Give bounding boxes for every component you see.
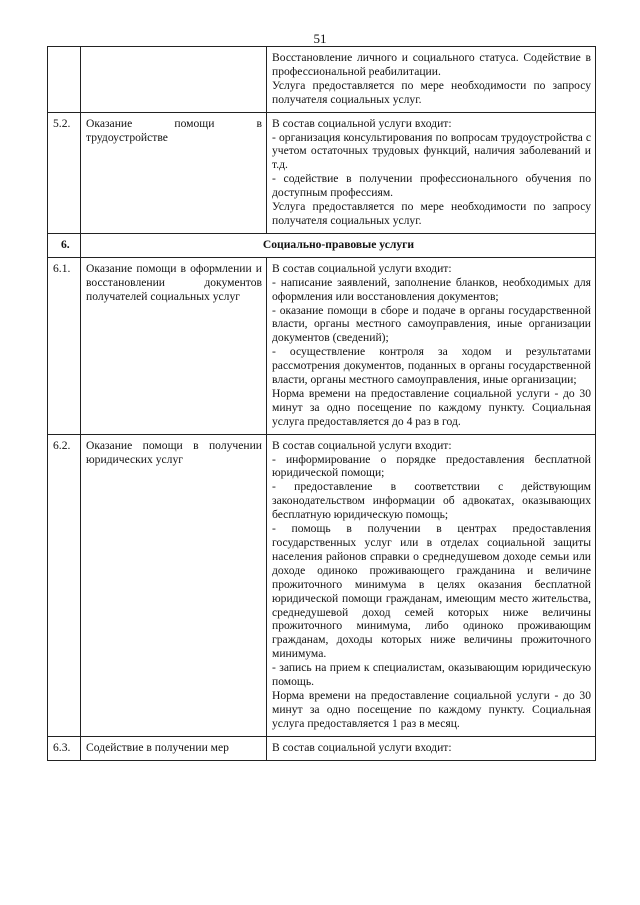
content-line: Услуга предоставляется по мере необходимости по запросу получателя социальных услуг.: [272, 200, 591, 227]
section-number: 6.: [48, 233, 81, 257]
content-line: Норма времени на предоставление социальной услуги - до 30 минут за одно посещение по каждому пункту. Социальная услуга предоставляется 1 раз в месяц.: [272, 688, 591, 730]
content-line: Норма времени на предоставление социальной услуги - до 30 минут за одно посещение по каждому пункту. Социальная услуга предоставляется до 4 раз в год.: [272, 386, 591, 428]
section-title: Социально-правовые услуги: [81, 233, 596, 257]
row-number: [48, 47, 81, 113]
service-content: [267, 736, 596, 760]
content-line: - организация консультирования по вопросам трудоустройства с учетом остаточных трудовых функций, наличия заболеваний и т.д.: [272, 130, 591, 172]
row-number: 6.3.: [48, 736, 81, 760]
table-row: [48, 112, 596, 233]
services-table: [47, 46, 596, 761]
section-row: [48, 233, 596, 257]
service-name: Оказание помощи в трудоустройстве: [81, 112, 267, 233]
service-name: Оказание помощи в получении юридических услуг: [81, 434, 267, 736]
content-line: В состав социальной услуги входит:: [272, 740, 452, 754]
row-number: 6.1.: [48, 257, 81, 434]
content-line: - помощь в получении в центрах предоставления государственных услуг или в отделах социальной защиты населения районов справки о среднедушевом доходе семьи или доходе одиноко проживающего гражданина и величине прожиточного минимума в целях оказания бесплатной юридической помощи гражданам, имеющим место жительства, среднедушевой доход семей которых ниже величины прожиточного минимума, либо одиноко проживающим гражданам, доходы которых ниже величины прожиточного минимума.: [272, 522, 591, 661]
row-number: 6.2.: [48, 434, 81, 736]
content-line: - предоставление в соответствии с действующим законодательством информации об адвокатах, оказывающих бесплатную юридическую помощь;: [272, 480, 591, 522]
service-content: [267, 47, 596, 113]
service-name: Оказание помощи в оформлении и восстановлении документов получателей социальных услуг: [81, 257, 267, 434]
content-line: В состав социальной услуги входит:: [272, 438, 452, 452]
service-content: [267, 434, 596, 736]
content-line: В состав социальной услуги входит:: [272, 261, 452, 275]
content-line: - оказание помощи в сборе и подаче в органы государственной власти, органы местного самоуправления, иные организации документов (сведений);: [272, 303, 591, 345]
service-content: [267, 112, 596, 233]
content-line: - запись на прием к специалистам, оказывающим юридическую помощь.: [272, 661, 591, 689]
table-row: [48, 257, 596, 434]
content-line: - осуществление контроля за ходом и результатами рассмотрения документов, поданных в органы государственной власти, органы местного самоуправления, иные организации;: [272, 345, 591, 387]
row-number: 5.2.: [48, 112, 81, 233]
content-line: - содействие в получении профессионального обучения по доступным профессиям.: [272, 172, 591, 200]
table-row: [48, 736, 596, 760]
table-row: [48, 434, 596, 736]
content-line: - написание заявлений, заполнение бланков, необходимых для оформления или восстановления документов;: [272, 275, 591, 303]
content-line: В состав социальной услуги входит:: [272, 116, 452, 130]
content-line: - информирование о порядке предоставления бесплатной юридической помощи;: [272, 452, 591, 480]
service-name: Содействие в получении мер: [81, 736, 267, 760]
content-line: Услуга предоставляется по мере необходимости по запросу получателя социальных услуг.: [272, 78, 591, 106]
service-content: [267, 257, 596, 434]
service-name: [81, 47, 267, 113]
page-number: 51: [313, 31, 327, 46]
table-row: [48, 47, 596, 113]
content-line: Восстановление личного и социального статуса. Содействие в профессиональной реабилитации.: [272, 51, 591, 78]
